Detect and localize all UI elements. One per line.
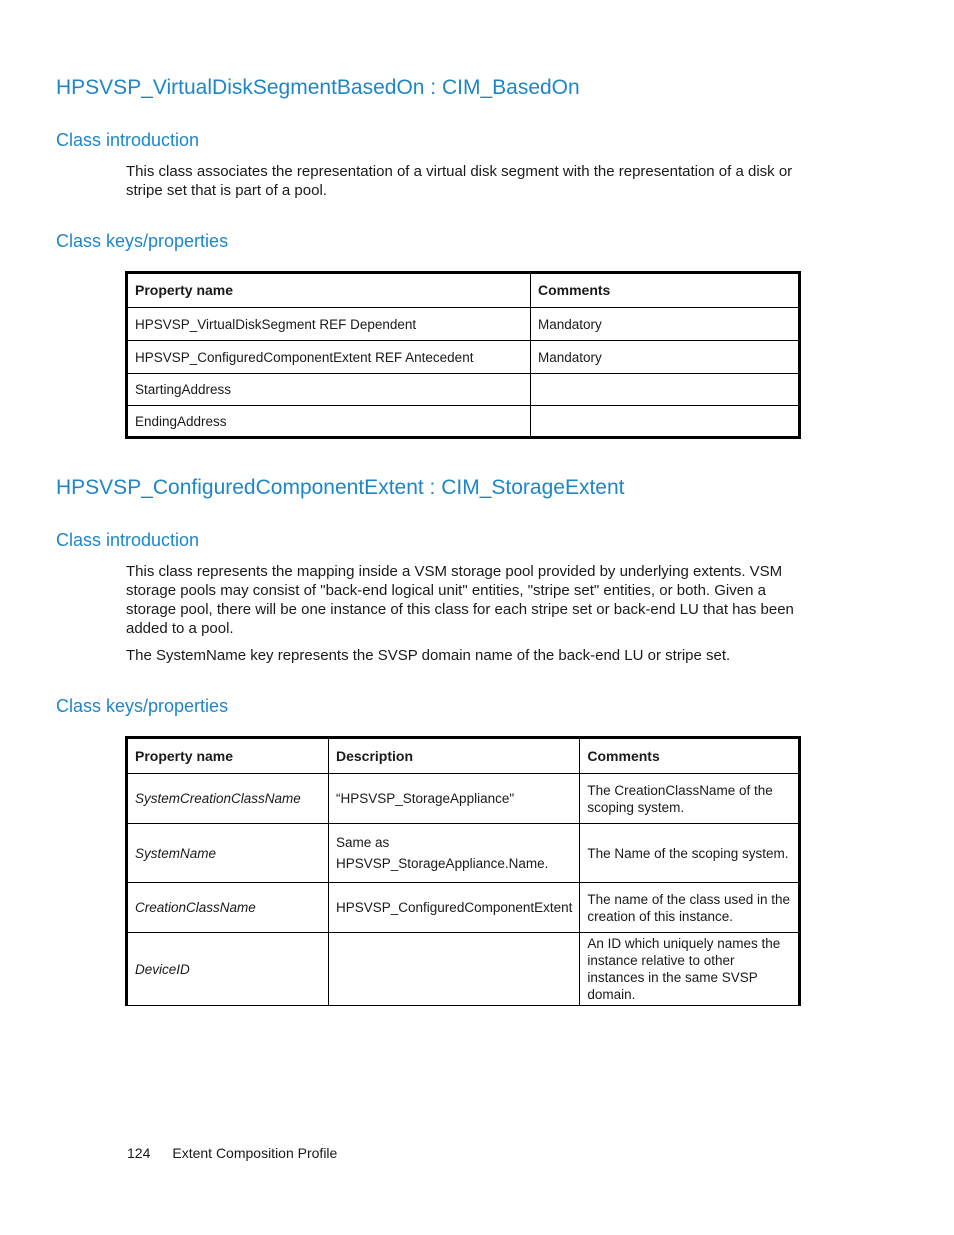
description-cell: Same as HPSVSP_StorageAppliance.Name. [329, 824, 580, 883]
comments-cell: The Name of the scoping system. [580, 824, 800, 883]
section2-intro-text: This class represents the mapping inside a VSM storage pool provided by underlying extents. VSM storage pools may consist of "back-end logical unit" entities, "stripe set" entities, or both. Given a storage pool, there will be one instance of this class for each stripe set or back-end LU that has been added to a pool. [126, 563, 794, 637]
property-name-cell: StartingAddress [127, 374, 531, 406]
column-header: Property name [127, 738, 329, 774]
column-header: Property name [127, 273, 531, 308]
table-header-row [127, 273, 800, 308]
column-header: Comments [580, 738, 800, 774]
table-row [127, 824, 800, 883]
table-row [127, 406, 800, 438]
page-footer [127, 1145, 337, 1161]
section2-properties-table [125, 736, 801, 1006]
property-name-cell: SystemName [127, 824, 329, 883]
page-number: 124 [127, 1145, 151, 1161]
section1-title: HPSVSP_VirtualDiskSegmentBasedOn : CIM_BasedOn [56, 76, 580, 99]
comments-cell: Mandatory [531, 308, 800, 341]
column-header: Comments [531, 273, 800, 308]
section1-properties-table [125, 271, 801, 439]
section2-systemname-text: The SystemName key represents the SVSP domain name of the back-end LU or stripe set. [126, 647, 731, 664]
property-name-cell: SystemCreationClassName [127, 774, 329, 824]
comments-cell: The CreationClassName of the scoping system. [580, 774, 800, 824]
section2-title: HPSVSP_ConfiguredComponentExtent : CIM_StorageExtent [56, 476, 625, 499]
comments-cell [531, 406, 800, 438]
section2-intro-heading: Class introduction [56, 530, 200, 550]
description-cell: “HPSVSP_StorageAppliance" [329, 774, 580, 824]
property-name-cell: CreationClassName [127, 883, 329, 933]
table-row [127, 341, 800, 374]
comments-cell: The name of the class used in the creation of this instance. [580, 883, 800, 933]
property-name-cell: EndingAddress [127, 406, 531, 438]
section2-keys-heading: Class keys/properties [56, 696, 229, 716]
table-row [127, 308, 800, 341]
table-header-row [127, 738, 800, 774]
comments-cell [531, 374, 800, 406]
section1-keys-heading: Class keys/properties [56, 231, 229, 251]
chapter-title: Extent Composition Profile [172, 1145, 338, 1161]
table-row [127, 374, 800, 406]
table-row [127, 933, 800, 1006]
table-row [127, 883, 800, 933]
column-header: Description [329, 738, 580, 774]
property-name-cell: DeviceID [127, 933, 329, 1006]
property-name-cell: HPSVSP_VirtualDiskSegment REF Dependent [127, 308, 531, 341]
property-name-cell: HPSVSP_ConfiguredComponentExtent REF Antecedent [127, 341, 531, 374]
section1-intro-heading: Class introduction [56, 130, 200, 150]
description-cell [329, 933, 580, 1006]
comments-cell: Mandatory [531, 341, 800, 374]
description-cell: HPSVSP_ConfiguredComponentExtent [329, 883, 580, 933]
comments-cell: An ID which uniquely names the instance relative to other instances in the same SVSP domain. [580, 933, 800, 1006]
section1-intro-text: This class associates the representation of a virtual disk segment with the representation of a disk or stripe set that is part of a pool. [126, 163, 793, 199]
table-row [127, 774, 800, 824]
